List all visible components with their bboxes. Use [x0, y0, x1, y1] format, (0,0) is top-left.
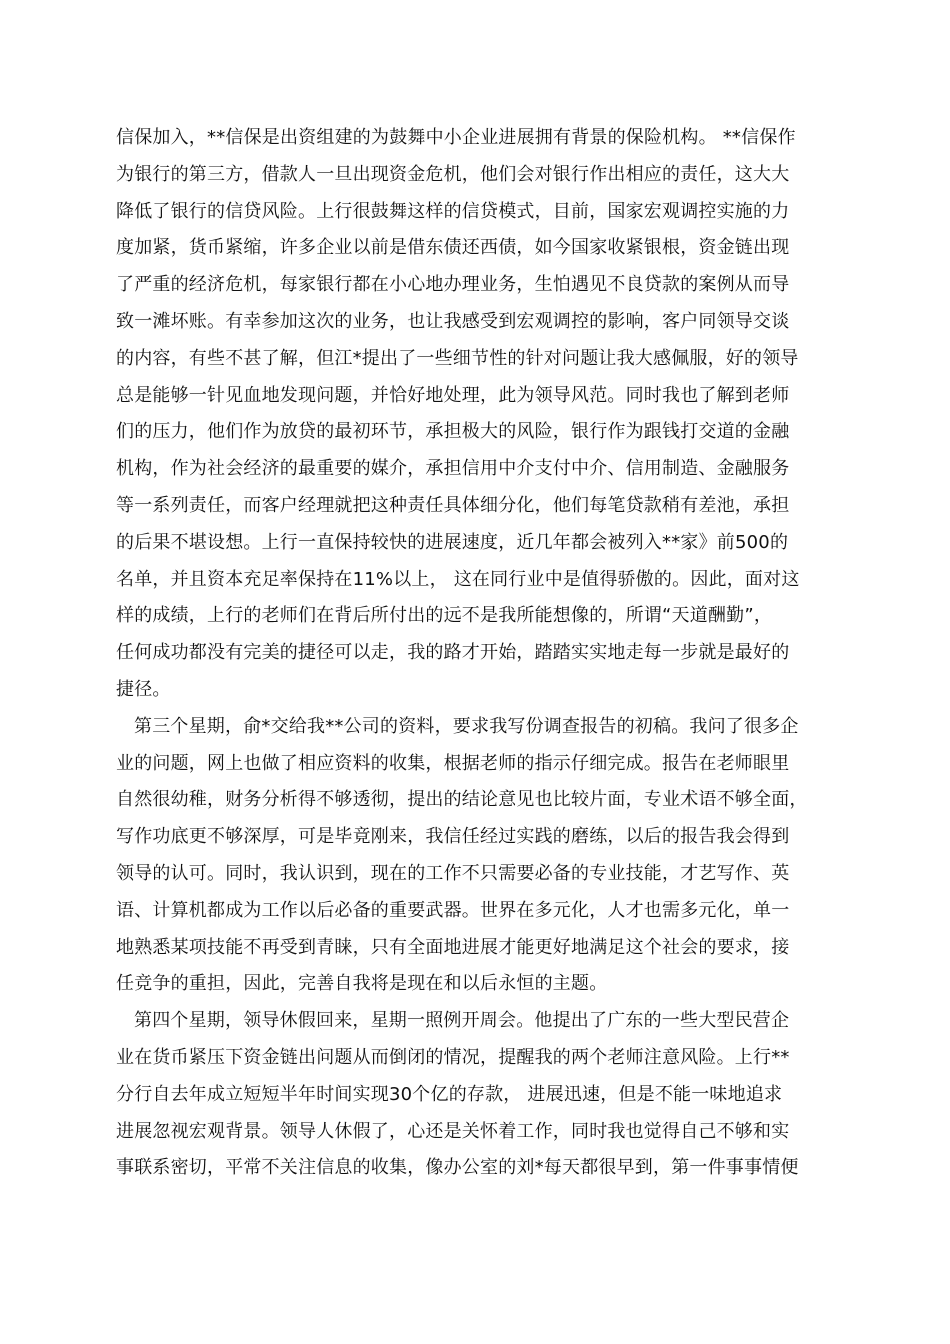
- text-line: 业在货币紧压下资金链出问题从而倒闭的情况，提醒我的两个老师注意风险。上行**: [116, 1046, 790, 1068]
- text-line: 降低了银行的信贷风险。上行很鼓舞这样的信贷模式，目前，国家宏观调控实施的力: [116, 200, 790, 222]
- text-line: 地熟悉某项技能不再受到青睐，只有全面地进展才能更好地满足这个社会的要求，接: [116, 936, 790, 958]
- text-line: 们的压力，他们作为放贷的最初环节，承担极大的风险，银行作为跟钱打交道的金融: [116, 421, 790, 443]
- text-line: 等一系列责任，而客户经理就把这种责任具体细分化，他们每笔贷款稍有差池，承担: [116, 494, 790, 516]
- text-line: 为银行的第三方，借款人一旦出现资金危机，他们会对银行作出相应的责任，这大大: [116, 163, 790, 185]
- text-line: 度加紧，货币紧缩，许多企业以前是借东债还西债，如今国家收紧银根，资金链出现: [116, 237, 790, 259]
- document-body: [116, 120, 836, 1187]
- text-line: 名单，并且资本充足率保持在11%以上， 这在同行业中是值得骄傲的。因此，面对这: [116, 568, 800, 590]
- paragraph-first-line: 第三个星期，俞*交给我**公司的资料，要求我写份调查报告的初稿。我问了很多企: [134, 715, 799, 737]
- text-line: 事联系密切，平常不关注信息的收集，像办公室的刘*每天都很早到，第一件事事情便: [116, 1157, 799, 1179]
- text-line: 致一滩坏账。有幸参加这次的业务，也让我感受到宏观调控的影响，客户同领导交谈: [116, 310, 790, 332]
- text-line: 写作功底更不够深厚，可是毕竟刚来，我信任经过实践的磨练，以后的报告我会得到: [116, 826, 790, 848]
- text-line: 任竞争的重担，因此，完善自我将是现在和以后永恒的主题。: [116, 973, 608, 995]
- text-line: 的内容，有些不甚了解，但江*提出了一些细节性的针对问题让我大感佩服，好的领导: [116, 347, 799, 369]
- paragraph-first-line: 第四个星期，领导休假回来，星期一照例开周会。他提出了广东的一些大型民营企: [134, 1010, 790, 1032]
- text-line: 分行自去年成立短短半年时间实现30个亿的存款， 进展迅速，但是不能一味地追求: [116, 1083, 783, 1105]
- text-line: 语、计算机都成为工作以后必备的重要武器。世界在多元化，人才也需多元化，单一: [116, 899, 790, 921]
- text-line: 了严重的经济危机，每家银行都在小心地办理业务，生怕遇见不良贷款的案例从而导: [116, 274, 790, 296]
- text-line: 领导的认可。同时，我认识到，现在的工作不只需要必备的专业技能，才艺写作、英: [116, 862, 790, 884]
- text-line: 总是能够一针见血地发现问题，并恰好地处理，此为领导风范。同时我也了解到老师: [116, 384, 790, 406]
- text-line: 自然很幼稚，财务分析得不够透彻，提出的结论意见也比较片面，专业术语不够全面，: [116, 789, 808, 811]
- text-line: 捷径。: [116, 678, 171, 700]
- text-line: 样的成绩，上行的老师们在背后所付出的远不是我所能想像的，所谓“天道酬勤”，: [116, 605, 773, 627]
- text-line: 信保加入，**信保是出资组建的为鼓舞中小企业进展拥有背景的保险机构。 **信保作: [116, 127, 796, 148]
- text-line: 业的问题，网上也做了相应资料的收集，根据老师的指示仔细完成。报告在老师眼里: [116, 752, 790, 774]
- text-line: 任何成功都没有完美的捷径可以走，我的路才开始，踏踏实实地走每一步就是最好的: [116, 642, 790, 664]
- text-line: 机构，作为社会经济的最重要的媒介，承担信用中介支付中介、信用制造、金融服务: [116, 458, 790, 480]
- text-line: 的后果不堪设想。上行一直保持较快的进展速度，近几年都会被列入**家》前500的: [116, 531, 789, 553]
- text-line: 进展忽视宏观背景。领导人休假了，心还是关怀着工作，同时我也觉得自己不够和实: [116, 1120, 790, 1142]
